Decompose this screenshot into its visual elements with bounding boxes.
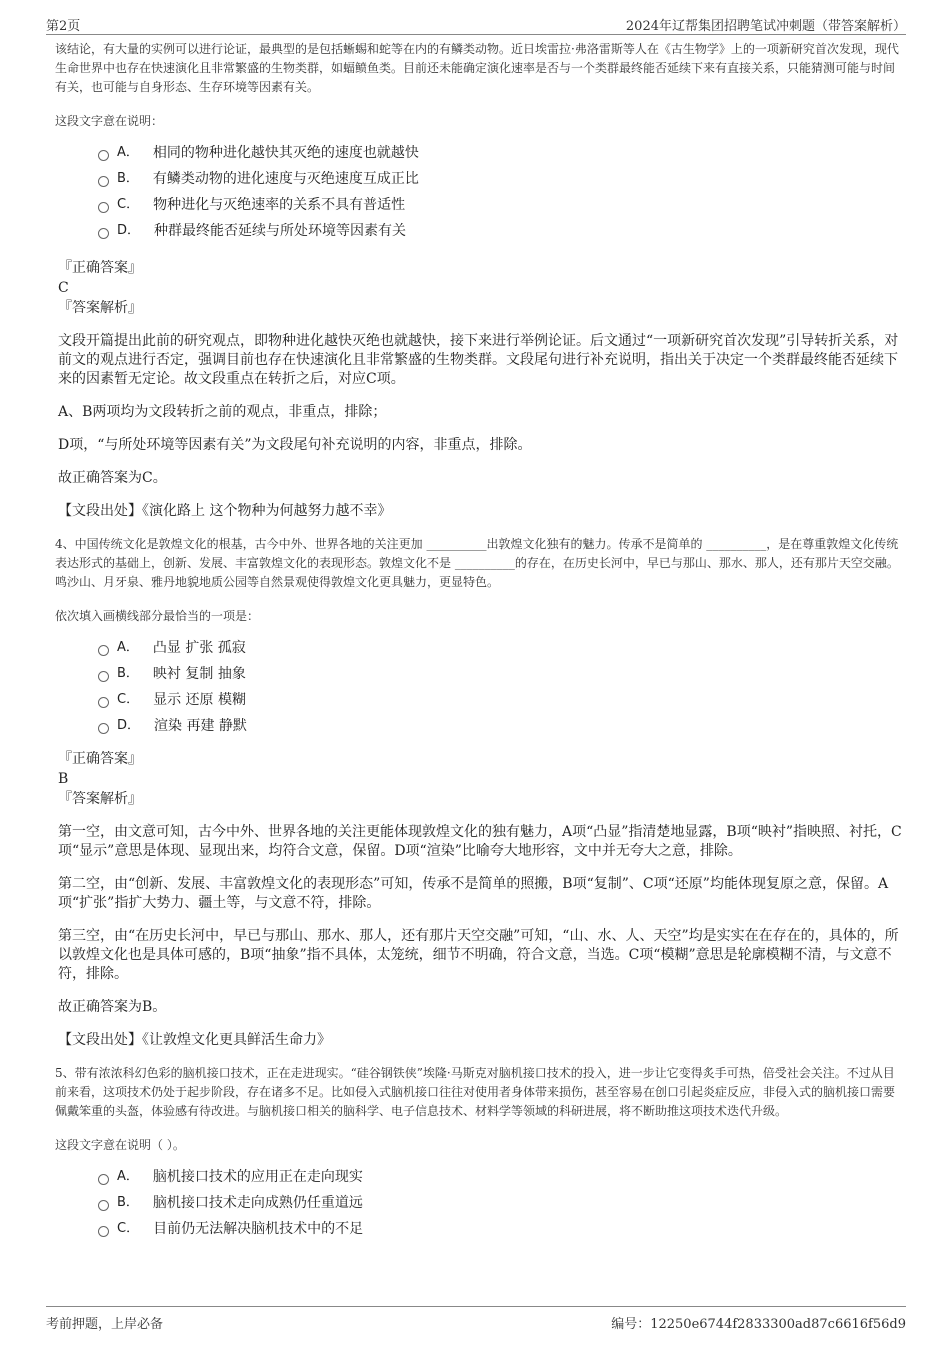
q3-analysis-4: 故正确答案为C。 xyxy=(58,470,167,486)
radio-icon[interactable] xyxy=(98,645,109,656)
radio-icon[interactable] xyxy=(98,150,109,161)
q4-option-c[interactable]: C． 显示 还原 模糊 xyxy=(98,687,902,713)
radio-icon[interactable] xyxy=(98,1200,109,1211)
page-header xyxy=(46,14,906,35)
q4-analysis-4: 故正确答案为B。 xyxy=(58,999,167,1015)
q5-passage: 5、带有浓浓科幻色彩的脑机接口技术，正在走进现实。“硅谷钢铁侠”埃隆·马斯克对脑机接口技术的投入，进一步让它变得炙手可热，倍受社会关注。不过从目前来看，这项技术仍处于起步阶段，存在诸多不足。比如侵入式脑机接口往往对使用者身体带来损伤，甚至容易在创口引起炎症反应，非侵入式的脑机接口需要佩戴笨重的头盔，体验感有待改进。与脑机接口相关的脑科学、电子信息技术、材料学等领域的科研进展，将不断助推这项技术迭代升级。 xyxy=(55,1066,896,1118)
q3-prompt: 这段文字意在说明： xyxy=(55,114,164,128)
q5-prompt: 这段文字意在说明（ ）。 xyxy=(55,1138,185,1152)
q5-option-a[interactable]: A． 脑机接口技术的应用正在走向现实 xyxy=(98,1164,902,1190)
q4-option-d[interactable]: D． 渲染 再建 静默 xyxy=(98,713,902,739)
q4-answer-label: 『正确答案』 xyxy=(58,751,142,767)
q4-source: 【文段出处】《让敦煌文化更具鲜活生命力》 xyxy=(58,1032,331,1048)
radio-icon[interactable] xyxy=(98,228,109,239)
radio-icon[interactable] xyxy=(98,697,109,708)
radio-icon[interactable] xyxy=(98,1174,109,1185)
q4-option-a[interactable]: A． 凸显 扩张 孤寂 xyxy=(98,635,902,661)
q3-option-d[interactable]: D． 种群最终能否延续与所处环境等因素有关 xyxy=(98,218,902,244)
q3-analysis-label: 『答案解析』 xyxy=(58,300,142,316)
page-number: 第2页 xyxy=(46,19,81,34)
radio-icon[interactable] xyxy=(98,723,109,734)
document-title: 2024年辽帮集团招聘笔试冲刺题（带答案解析） xyxy=(625,19,906,34)
q3-option-b[interactable]: B． 有鳞类动物的进化速度与灭绝速度互成正比 xyxy=(98,166,902,192)
document-body xyxy=(55,40,902,1242)
radio-icon[interactable] xyxy=(98,1226,109,1237)
q5-options xyxy=(55,1164,902,1242)
q4-passage: 4、中国传统文化是敦煌文化的根基，古今中外、世界各地的关注更加 __________出敦煌文化独有的魅力。传承不是简单的 __________，是在尊重敦煌文化传统表达形式的基础上，创新、发展、丰富敦煌文化的表现形态。敦煌文化不是 __________的存在，在历史长河中，早已与那山、那水、那人，还有那片天空交融。鸣沙山、月牙泉、雅丹地貌地质公园等自然景观使得敦煌文化更具魅力，更显特色。 xyxy=(55,537,899,589)
q5-option-c[interactable]: C． 目前仍无法解决脑机技术中的不足 xyxy=(98,1216,902,1242)
q3-source: 【文段出处】《演化路上 这个物种为何越努力越不幸》 xyxy=(58,503,392,519)
radio-icon[interactable] xyxy=(98,671,109,682)
q4-option-b[interactable]: B． 映衬 复制 抽象 xyxy=(98,661,902,687)
q3-analysis-2: A、B两项均为文段转折之前的观点，非重点，排除； xyxy=(58,404,387,420)
document-id: 编号：12250e6744f2833300ad87c6616f56d9 xyxy=(611,1317,906,1332)
q3-answer: C xyxy=(58,280,69,296)
q3-analysis-3: D项，“与所处环境等因素有关”为文段尾句补充说明的内容，非重点，排除。 xyxy=(58,437,532,453)
q4-options xyxy=(55,635,902,739)
q4-analysis-2: 第二空，由“创新、发展、丰富敦煌文化的表现形态”可知，传承不是简单的照搬，B项“复制”、C项“还原”均能体现复原之意，保留。A项“扩张”指扩大势力、疆土等，与文意不符，排除。 xyxy=(58,876,889,911)
radio-icon[interactable] xyxy=(98,176,109,187)
q4-analysis-label: 『答案解析』 xyxy=(58,791,142,807)
q3-answer-label: 『正确答案』 xyxy=(58,260,142,276)
q5-option-b[interactable]: B． 脑机接口技术走向成熟仍任重道远 xyxy=(98,1190,902,1216)
q3-option-c[interactable]: C． 物种进化与灭绝速率的关系不具有普适性 xyxy=(98,192,902,218)
footer-slogan: 考前押题，上岸必备 xyxy=(46,1317,164,1332)
q3-option-a[interactable]: A． 相同的物种进化越快其灭绝的速度也就越快 xyxy=(98,140,902,166)
q3-analysis-1: 文段开篇提出此前的研究观点，即物种进化越快灭绝也就越快，接下来进行举例论证。后文通过“一项新研究首次发现”引导转折关系，对前文的观点进行否定，强调目前也存在快速演化且非常繁盛的生物类群。文段尾句进行补充说明，指出关于决定一个类群最终能否延续下来的因素暂无定论。故文段重点在转折之后，对应C项。 xyxy=(58,333,899,387)
q3-options xyxy=(55,140,902,244)
q3-passage: 该结论，有大量的实例可以进行论证，最典型的是包括蜥蜴和蛇等在内的有鳞类动物。近日埃雷拉·弗洛雷斯等人在《古生物学》上的一项新研究首次发现，现代生命世界中也存在快速演化且非常繁盛的生物类群，如蝠鲼鱼类。目前还未能确定演化速率是否与一个类群最终能否延续下来有直接关系，只能猜测可能与时间有关，也可能与自身形态、生存环境等因素有关。 xyxy=(55,42,899,94)
q4-analysis-1: 第一空，由文意可知，古今中外、世界各地的关注更能体现敦煌文化的独有魅力，A项“凸显”指清楚地显露，B项“映衬”指映照、衬托，C项“显示”意思是体现、显现出来，均符合文意，保留。D项“渲染”比喻夸大地形容，文中并无夸大之意，排除。 xyxy=(58,824,902,859)
q4-analysis-3: 第三空，由“在历史长河中，早已与那山、那水、那人，还有那片天空交融”可知，“山、水、人、天空”均是实实在在存在的，具体的，所以敦煌文化也是具体可感的，B项“抽象”指不具体，太笼统，细节不明确，符合文意，当选。C项“模糊”意思是轮廓模糊不清，与文意不符，排除。 xyxy=(58,928,899,982)
q4-prompt: 依次填入画横线部分最恰当的一项是： xyxy=(55,609,260,623)
q4-answer: B xyxy=(58,771,69,787)
radio-icon[interactable] xyxy=(98,202,109,213)
page-footer xyxy=(46,1306,906,1332)
